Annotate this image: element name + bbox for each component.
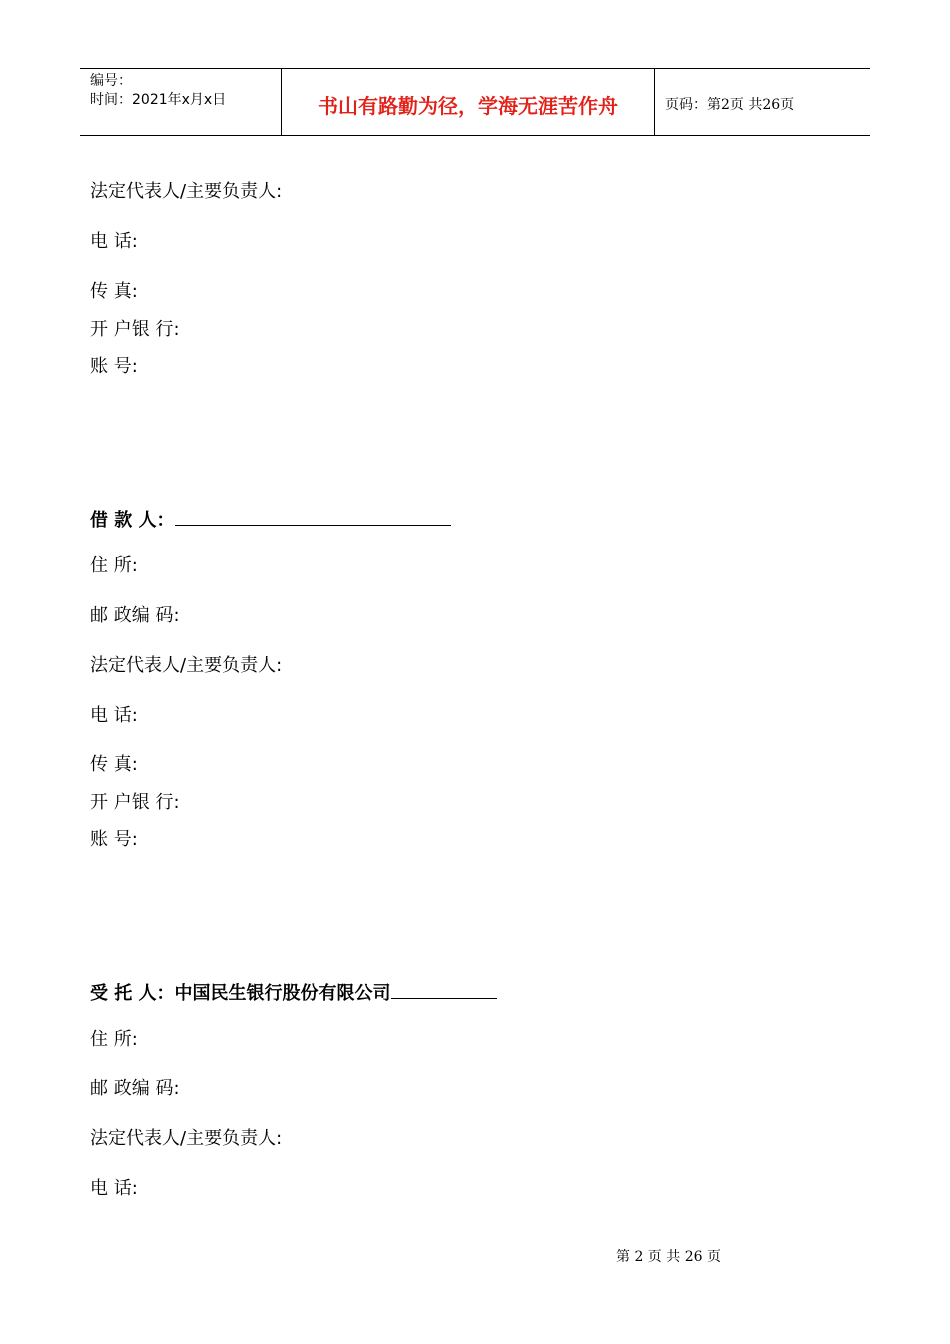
borrower-bank-field: 开 户银 行: [90,792,180,813]
borrower-account-field: 账 号: [90,829,138,850]
borrower-fax-field: 传 真: [90,754,138,775]
fax-field: 传 真: [90,281,138,302]
serial-number-label: 编号： [90,73,132,89]
header-middle-cell [282,69,655,135]
header-left-cell [80,69,282,135]
header-right-cell [655,69,870,135]
borrower-blank-line[interactable] [175,505,451,526]
borrower-postcode-field: 邮 政编 码: [90,605,180,626]
trustee-blank-line[interactable] [391,978,497,999]
trustee-phone-field: 电 话: [90,1178,138,1199]
borrower-phone-field: 电 话: [90,705,138,726]
page-footer: 第 2 页 共 26 页 [616,1249,721,1265]
trustee-legal-representative-field: 法定代表人/主要负责人: [90,1128,283,1149]
borrower-legal-representative-field: 法定代表人/主要负责人: [90,655,283,676]
trustee-label: 受 托 人：中国民生银行股份有限公司 [90,983,391,1004]
legal-representative-field: 法定代表人/主要负责人: [90,181,283,202]
header-motto: 书山有路勤为径，学海无涯苦作舟 [318,94,618,118]
borrower-line [90,505,451,533]
date-line: 时间：2021年x月x日 [90,92,227,108]
trustee-address-field: 住 所: [90,1029,138,1050]
borrower-label: 借 款 人： [90,510,175,531]
borrower-address-field: 住 所: [90,555,138,576]
account-field: 账 号: [90,356,138,377]
trustee-line [90,978,497,1006]
trustee-postcode-field: 邮 政编 码: [90,1078,180,1099]
header-page-info: 页码：第2页 共26页 [665,97,795,113]
phone-field: 电 话: [90,231,138,252]
page-header [80,68,870,136]
bank-field: 开 户银 行: [90,319,180,340]
